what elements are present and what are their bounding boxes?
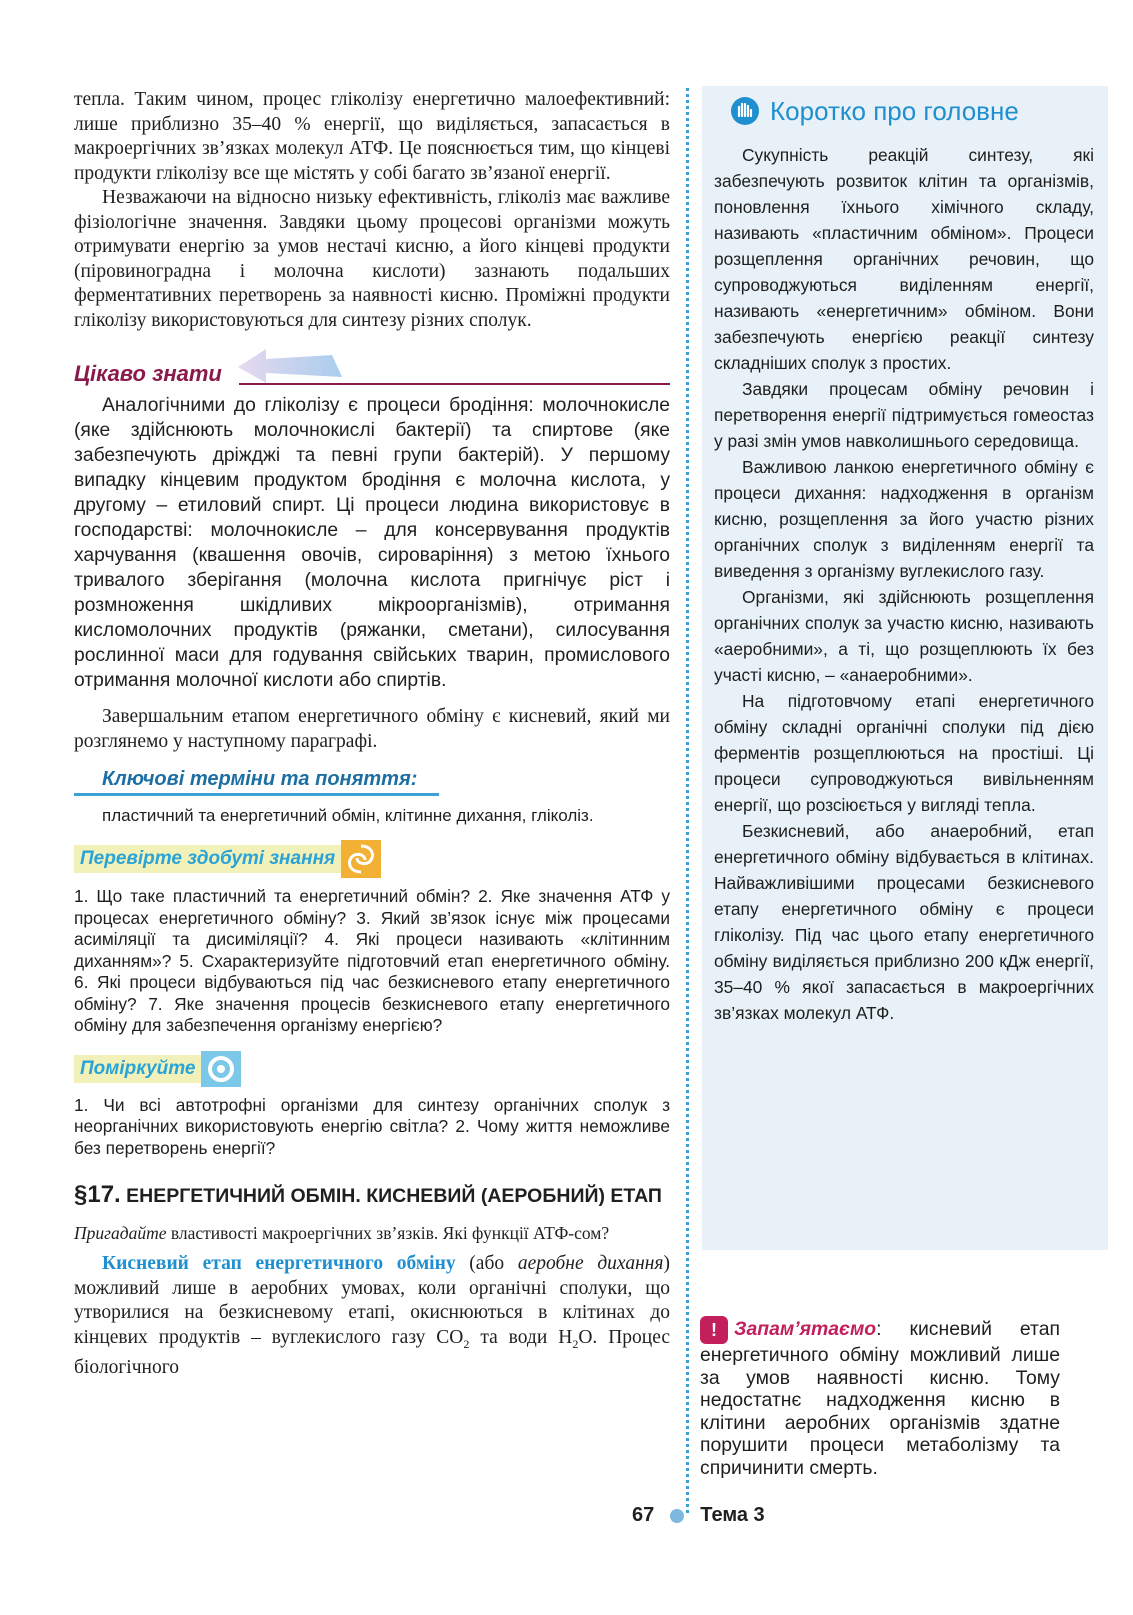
paragraph-heading [74,1183,670,1208]
main-column [74,88,670,1380]
summary-box [702,86,1108,1250]
text-part: O. Процес біологічного [74,1326,671,1378]
recall-em: Пригадайте [74,1223,167,1243]
text-part: та води H [480,1326,573,1348]
summary-paragraph: Важливою ланкою енергетичного обміну є процеси дихання: надходження в організм кисню, розщеплення за його участю різних органічних сполук з виділенням енергії та виведення з організму вуглекислого газу. [714,457,1094,581]
check-questions: 1. Що таке пластичний та енергетичний обмін? 2. Яке значення АТФ у процесах енергетичного обміну? 3. Який зв’язок існує між процесами асиміляції та дисиміляції? 4. Які процеси називають «клітинним диханням»? 5. Схарактеризуйте підготовчий етап енергетичного обміну. 6. Які процеси відбуваються під час безкисневого етапу енергетичного обміну? 7. Яке значення процесів безкисневого етапу енергетичного обміну для забезпечення організму енергією? [74,886,670,1035]
hand-icon [730,96,760,126]
recall-paragraph [74,1222,670,1244]
spiral-icon [341,840,381,878]
page-number: 67 [632,1504,655,1526]
intro-paragraph-1: тепла. Таким чином, процес гліколізу енергетично малоефективний: лише приблизно 35–40 % енергії, що виділяється, запасається в макроергічних зв’язках молекул АТФ. Це пояснюється тим, що кінцеві продукти гліколізу все ще містять у собі багато зв’язаної енергії. [74,89,670,184]
summary-paragraph: Завдяки процесам обміну речовин і перетворення енергії підтримується гомеостаз у разі змін умов навколишнього середовища. [714,379,1094,451]
summary-paragraph: Безкисневий, або анаеробний, етап енергетичного обміну відбувається в клітинах. Найважливішими процесами безкисневого етапу енергетичного обміну є процеси гліколізу. Під час цього етапу енергетичного обміну виділяється приблизно 200 кДж енергії, 35–40 % якої запасається в макроергічних зв’язках молекул АТФ. [714,821,1094,1023]
think-icon [201,1051,241,1087]
remember-text: : кисневий етап енергетичного обміну можливий лише за умов наявності кисню. Тому недостатнє надходження кисню в клітини аеробних організмів здатне порушити процеси метаболізму та спричинити смерть. [700,1318,1060,1479]
interesting-header [74,347,670,387]
interesting-body: Аналогічними до гліколізу є процеси бродіння: молочнокисле (яке здійснюють молочнокислі бактерії) та спиртове (яке забезпечують дріжджі та певні групи бактерій). У першому випадку кінцевим продуктом бродіння є молочна кислота, у другому – етиловий спирт. Ці процеси людина використовує в господарстві: молочнокисле – для консервування продуктів харчування (квашення овочів, сироваріння) з метою їхнього тривалого зберігання (молочна кислота пригнічує ріст і розмноження шкідливих мікроорганізмів), отримання кисломолочних продуктів (ряжанки, сметани), силосування рослинної маси для годування свійських тварин, промислового отримання молочної кислоти або спиртів. [74,395,670,691]
subscript: 2 [572,1336,579,1351]
topic-label: Тема 3 [700,1504,765,1526]
aerobic-respiration-em: аеробне дихання [517,1253,664,1274]
key-terms-body: пластичний та енергетичний обмін, клітинне дихання, гліколіз. [102,806,594,825]
interesting-box [74,347,670,693]
key-terms-rule [74,793,439,796]
summary-paragraph: Організми, які здійснюють розщеплення органічних сполук за участю кисню, називають «аеробними», а ті, що розщеплюють їх без участі кисню, – «анаеробними». [714,587,1094,685]
summary-title: Коротко про головне [770,95,1019,126]
recall-text: властивості макроергічних зв’язків. Які функції АТФ-сом? [170,1223,610,1243]
paragraph-title: ЕНЕРГЕТИЧНИЙ ОБМІН. КИСНЕВИЙ (АЕРОБНИЙ) ЕТАП [126,1185,662,1207]
check-header [74,840,670,878]
remember-label: Запам’ятаємо [734,1318,877,1341]
think-header [74,1051,670,1087]
text-part: (або [469,1253,505,1274]
remember-icon: ! [700,1316,728,1344]
summary-header [702,86,1108,136]
arrow-icon [236,343,346,387]
footer-dot [670,1509,684,1523]
oxygen-stage-term: Кисневий етап енергетичного обміну [102,1253,456,1274]
text-part: ) можливий лише в аеробних умовах, коли органічні сполуки, що утворилися на безкисневому етапі, окиснюються в клітинах до кінцевих продуктів – вуглекислого газу CO [74,1253,670,1348]
final-paragraph: Завершальним етапом енергетичного обміну є кисневий, який ми розглянемо у наступному параграфі. [74,706,670,752]
column-divider [686,88,689,1513]
interesting-label: Цікаво знати [74,361,222,386]
subscript: 2 [463,1336,470,1351]
think-questions: 1. Чи всі автотрофні організми для синтезу органічних сполук з неорганічних використовують енергію світла? 2. Чому життя неможливе без перетворень енергії? [74,1094,670,1158]
summary-paragraph: На підготовчому етапі енергетичного обміну складні органічні сполуки під дією ферментів розщеплюються на простіші. Ці процеси супроводжуються вивільненням енергії, що розсіюється у вигляді тепла. [714,691,1094,815]
oxygen-stage-paragraph [74,1252,670,1380]
check-label: Перевірте здобуті знання [74,845,341,873]
paragraph-number: §17. [74,1181,121,1208]
think-label: Поміркуйте [74,1055,201,1083]
summary-body [702,136,1108,1026]
page-footer [632,1504,765,1527]
key-terms-heading: Ключові терміни та поняття: [102,768,418,790]
intro-paragraph-2: Незважаючи на відносно низьку ефективність, гліколіз має важливе фізіологічне значення. Завдяки цьому процесові організми можуть отримувати енергію за умов нестачі кисню, а його кінцеві продукти (піровиноградна і молочна кислоти) зазнають подальших ферментативних перетворень за наявності кисню. Проміжні продукти гліколізу використовуються для синтезу різних сполук. [74,187,670,331]
remember-box [700,1316,1060,1479]
summary-paragraph: Сукупність реакцій синтезу, які забезпечують розвиток клітин та організмів, поновлення їхнього хімічного складу, називають «пластичним обміном». Процеси розщеплення органічних речовин, що супроводжуються виділенням енергії, називають «енергетичним» обміном. Вони забезпечують енергією реакції синтезу складніших сполук з простих. [714,145,1094,373]
